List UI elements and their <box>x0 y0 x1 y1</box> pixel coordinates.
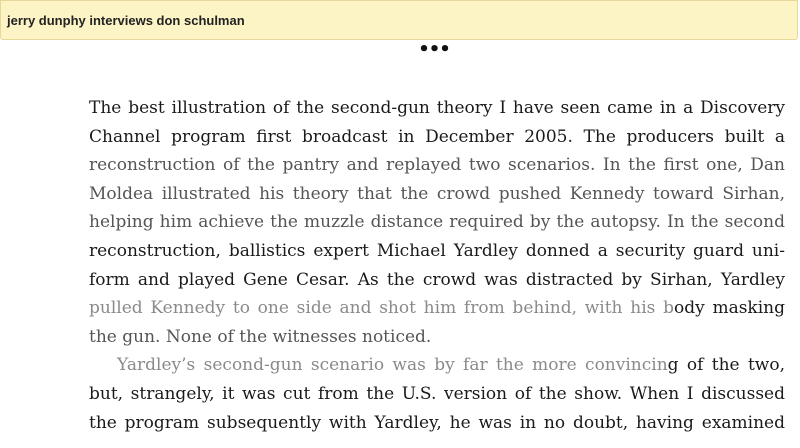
text-line: the program subsequently with Yardley, he was in no doubt, having examined <box>89 412 785 433</box>
text-line: but, strangely, it was cut from the U.S. version of the show. When I discussed <box>89 383 785 404</box>
book-page-text <box>89 94 785 437</box>
text-span: ody masking <box>673 298 785 319</box>
more-options-icon[interactable]: ••• <box>418 39 450 60</box>
text-line: helping him achieve the muzzle distance required by the autopsy. In the second <box>89 212 785 233</box>
text-line <box>89 294 785 323</box>
text-line: Moldea illustrated his theory that the crowd pushed Kennedy toward Sirhan, <box>89 183 785 204</box>
search-query-text: jerry dunphy interviews don schulman <box>7 12 245 28</box>
faded-text: Yardley’s second-gun scenario was by far the more convincin <box>117 355 668 376</box>
text-line: The best illustration of the second-gun theory I have seen came in a Discovery <box>89 98 785 118</box>
text-line: reconstruction of the pantry and replayed two scenarios. In the first one, Dan <box>89 155 785 176</box>
text-line: the gun. None of the witnesses noticed. <box>89 326 432 347</box>
search-banner[interactable] <box>0 0 798 40</box>
text-line: Channel program first broadcast in December 2005. The producers built a <box>89 126 785 147</box>
text-line: form and played Gene Cesar. As the crowd was distracted by Sirhan, Yardley <box>89 269 785 290</box>
text-line <box>89 351 785 380</box>
text-span: g of the two, <box>667 355 785 376</box>
faded-text: pulled Kennedy to one side and shot him from behind, with his b <box>89 298 674 319</box>
text-line: reconstruction, ballistics expert Michael Yardley donned a security guard uni- <box>89 240 785 261</box>
